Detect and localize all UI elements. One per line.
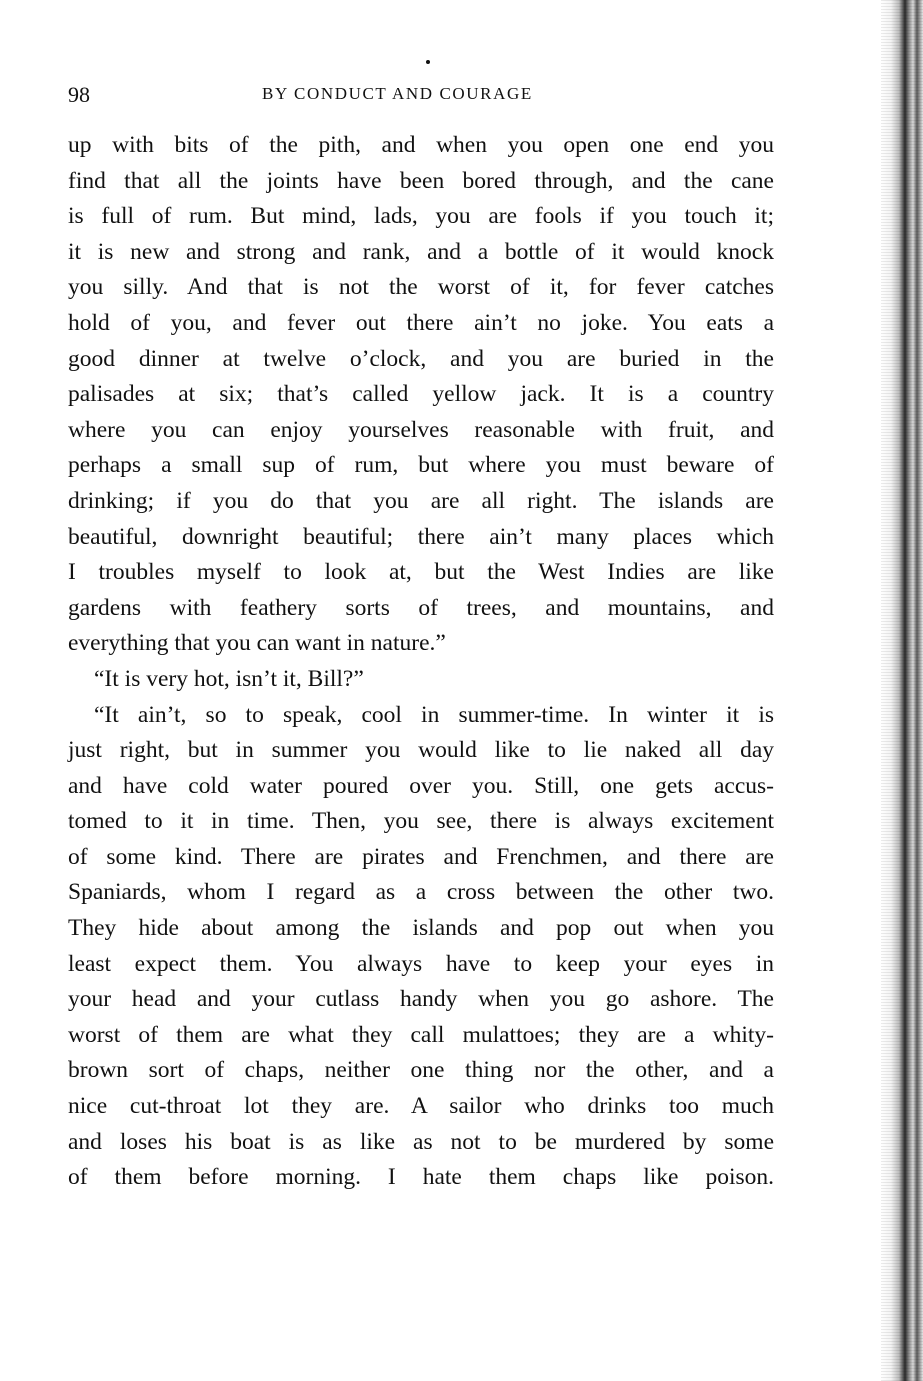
- text-line: beautiful, downright beautiful; there ain’t many places which: [68, 523, 774, 550]
- page-number: 98: [68, 82, 90, 107]
- text-line: hold of you, and fever out there ain’t no joke. You eats a: [68, 309, 774, 336]
- text-line: is full of rum. But mind, lads, you are fools if you touch it;: [68, 203, 774, 230]
- text-line: up with bits of the pith, and when you open one end you: [68, 132, 774, 158]
- printer-dot: [426, 60, 430, 64]
- text-line: good dinner at twelve o’clock, and you are buried in the: [68, 345, 774, 372]
- text-line: of some kind. There are pirates and Frenchmen, and there are: [68, 843, 774, 870]
- text-line: of them before morning. I hate them chaps like poison.: [68, 1164, 774, 1191]
- text-line: I troubles myself to look at, but the West Indies are like: [68, 559, 774, 586]
- text-line: perhaps a small sup of rum, but where you must beware of: [68, 452, 774, 479]
- text-line: “It is very hot, isn’t it, Bill?”: [94, 665, 364, 692]
- text-line: nice cut-throat lot they are. A sailor who drinks too much: [68, 1093, 774, 1120]
- text-line: where you can enjoy yourselves reasonable with fruit, and: [68, 416, 774, 443]
- text-line: tomed to it in time. Then, you see, there is always excitement: [68, 808, 774, 835]
- text-line: drinking; if you do that you are all right. The islands are: [68, 487, 774, 514]
- text-line: and loses his boat is as like as not to be murdered by some: [68, 1128, 774, 1155]
- text-line: least expect them. You always have to keep your eyes in: [68, 950, 774, 977]
- text-line: and have cold water poured over you. Still, one gets accus-: [68, 772, 774, 799]
- text-line: gardens with feathery sorts of trees, and mountains, and: [68, 594, 774, 621]
- text-line: everything that you can want in nature.”: [68, 630, 446, 657]
- body-text: [68, 128, 774, 1196]
- text-line: worst of them are what they call mulattoes; they are a whity-: [68, 1021, 774, 1048]
- text-line: you silly. And that is not the worst of it, for fever catches: [68, 274, 774, 301]
- page-binding-edge: [881, 0, 923, 1381]
- text-line: just right, but in summer you would like to lie naked all day: [68, 737, 774, 764]
- text-line: “It ain’t, so to speak, cool in summer-time. In winter it is: [94, 701, 774, 728]
- text-line: palisades at six; that’s called yellow jack. It is a country: [68, 381, 774, 408]
- text-line: brown sort of chaps, neither one thing nor the other, and a: [68, 1057, 774, 1084]
- text-line: Spaniards, whom I regard as a cross between the other two.: [68, 879, 774, 906]
- text-line: it is new and strong and rank, and a bottle of it would knock: [68, 238, 774, 265]
- text-line: They hide about among the islands and pop out when you: [68, 915, 774, 942]
- running-title: BY CONDUCT AND COURAGE: [262, 84, 533, 103]
- text-line: your head and your cutlass handy when you go ashore. The: [68, 986, 774, 1013]
- text-line: find that all the joints have been bored through, and the cane: [68, 167, 774, 194]
